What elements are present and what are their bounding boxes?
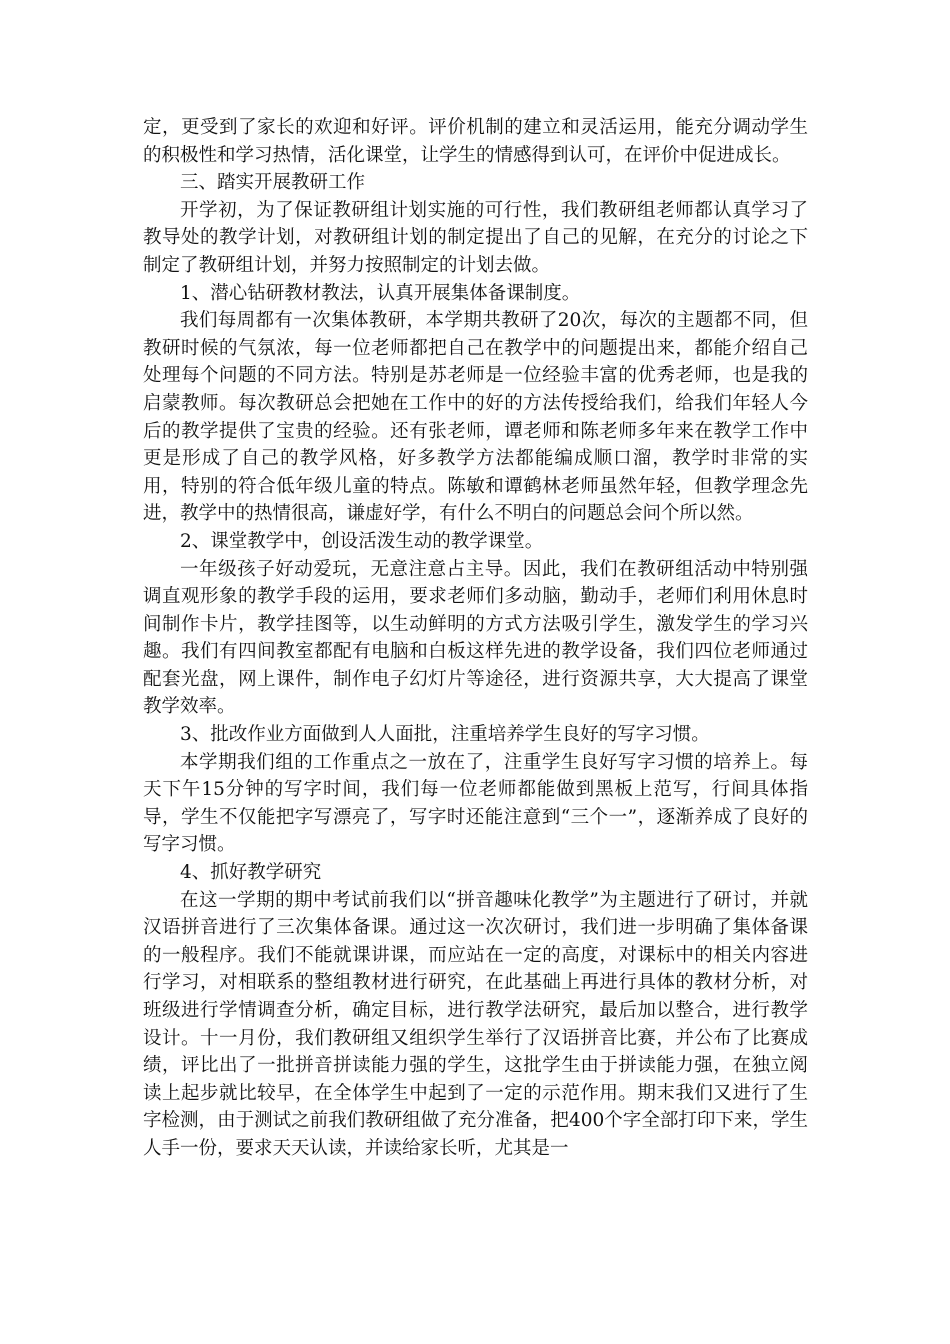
paragraph-2: 一年级孩子好动爱玩，无意注意占主导。因此，我们在教研组活动中特别强调直观形象的教学手段的运用，要求老师们多动脑，勤动手，老师们利用休息时间制作卡片，教学挂图等，以生动鲜明的方式方法吸引学生，激发学生的学习兴趣。我们有四间教室都配有电脑和白板这样先进的教学设备，我们四位老师通过配套光盘，网上课件，制作电子幻灯片等途径，进行资源共享，大大提高了课堂教学效率。: [143, 558, 808, 718]
paragraph-intro: 开学初，为了保证教研组计划实施的可行性，我们教研组老师都认真学习了教导处的教学计划，对教研组计划的制定提出了自己的见解，在充分的讨论之下制定了教研组计划，并努力按照制定的计划去做。: [143, 199, 808, 276]
paragraph-1: 我们每周都有一次集体教研，本学期共教研了20次，每次的主题都不同，但教研时候的气氛浓，每一位老师都把自己在教学中的问题提出来，都能介绍自己处理每个问题的不同方法。特别是苏老师是一位经验丰富的优秀老师，也是我的启蒙教师。每次教研总会把她在工作中的好的方法传授给我们，给我们年轻人今后的教学提供了宝贵的经验。还有张老师，谭老师和陈老师多年来在教学工作中更是形成了自己的教学风格，好多教学方法都能编成顺口溜，教学时非常的实用，特别的符合低年级儿童的特点。陈敏和谭鹤林老师虽然年轻，但教学理念先进，教学中的热情很高，谦虚好学，有什么不明白的问题总会问个所以然。: [143, 310, 808, 525]
paragraph-4: 在这一学期的期中考试前我们以“拼音趣味化教学”为主题进行了研讨，并就汉语拼音进行了三次集体备课。通过这一次次研讨，我们进一步明确了集体备课的一般程序。我们不能就课讲课，而应站在一定的高度，对课标中的相关内容进行学习，对相联系的整组教材进行研究，在此基础上再进行具体的教材分析，对班级进行学情调查分析，确定目标，进行教学法研究，最后加以整合，进行教学设计。十一月份，我们教研组又组织学生举行了汉语拼音比赛，并公布了比赛成绩，评比出了一批拼音拼读能力强的学生，这批学生由于拼读能力强，在独立阅读上起步就比较早，在全体学生中起到了一定的示范作用。期末我们又进行了生字检测，由于测试之前我们教研组做了充分准备，把400个字全部打印下来，学生人手一份，要求天天认读，并读给家长听，尤其是一: [143, 889, 808, 1159]
subheading-2: 2、课堂教学中，创设活泼生动的教学课堂。: [180, 530, 544, 552]
document-page: [143, 114, 808, 1163]
subheading-3: 3、批改作业方面做到人人面批，注重培养学生良好的写字习惯。: [180, 724, 710, 746]
subheading-4: 4、抓好教学研究: [180, 862, 322, 884]
section-heading-3: 三、踏实开展教研工作: [180, 172, 366, 194]
paragraph-continuation: 定，更受到了家长的欢迎和好评。评价机制的建立和灵活运用，能充分调动学生的积极性和学习热情，活化课堂，让学生的情感得到认可，在评价中促进成长。: [143, 117, 808, 166]
subheading-1: 1、潜心钻研教材教法，认真开展集体备课制度。: [180, 282, 581, 304]
paragraph-3: 本学期我们组的工作重点之一放在了，注重学生良好写字习惯的培养上。每天下午15分钟的写字时间，我们每一位老师都能做到黑板上范写，行间具体指导，学生不仅能把字写漂亮了，写字时还能注意到“三个一”，逐渐养成了良好的写字习惯。: [143, 751, 808, 856]
